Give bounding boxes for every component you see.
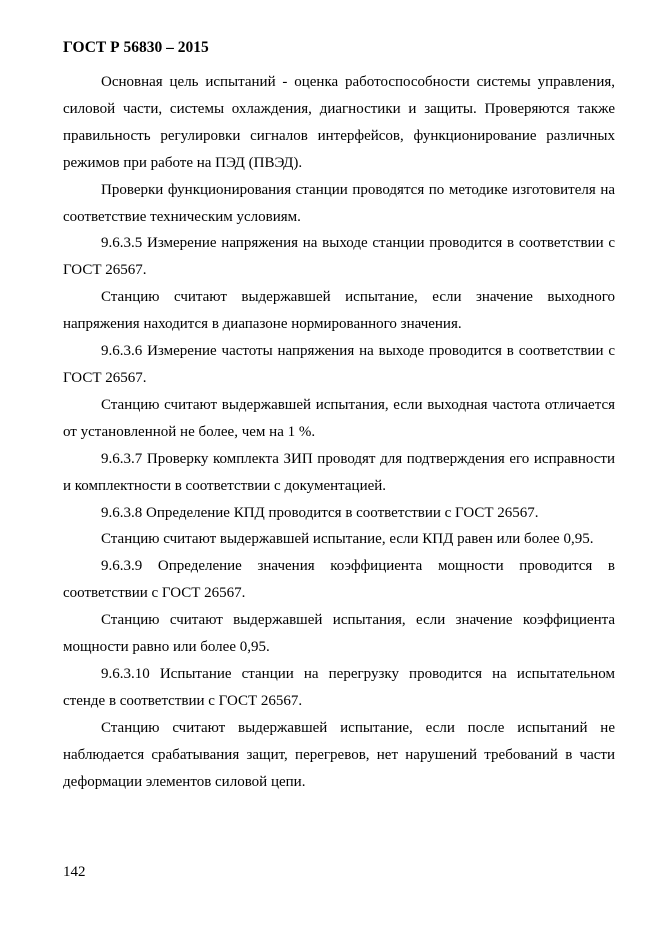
document-header: ГОСТ Р 56830 – 2015 [63, 39, 209, 56]
paragraph: Проверки функционирования станции проводятся по методике изготовителя на соответствие техническим условиям. [63, 181, 615, 225]
paragraph: Станцию считают выдержавшей испытания, если выходная частота отличается от установленной не более, чем на 1 %. [63, 396, 615, 440]
paragraph: 9.6.3.8 Определение КПД проводится в соответствии с ГОСТ 26567. [101, 504, 539, 521]
paragraph: Станцию считают выдержавшей испытания, если значение коэффициента мощности равно или более 0,95. [63, 612, 615, 656]
paragraph: Станцию считают выдержавшей испытание, если КПД равен или более 0,95. [101, 531, 594, 548]
document-body [63, 69, 615, 795]
paragraph: Основная цель испытаний - оценка работоспособности системы управления, силовой части, системы охлаждения, диагностики и защиты. Проверяются также правильность регулировки сигналов интерфейсов, функционирование различных режимов при работе на ПЭД (ПВЭД). [63, 74, 615, 171]
paragraph: 9.6.3.9 Определение значения коэффициента мощности проводится в соответствии с ГОСТ 26567. [63, 558, 615, 602]
paragraph: 9.6.3.5 Измерение напряжения на выходе станции проводится в соответствии с ГОСТ 26567. [63, 235, 615, 279]
paragraph: 9.6.3.6 Измерение частоты напряжения на выходе проводится в соответствии с ГОСТ 26567. [63, 343, 615, 386]
paragraph: Станцию считают выдержавшей испытание, если значение выходного напряжения находится в диапазоне нормированного значения. [63, 289, 615, 333]
paragraph: Станцию считают выдержавшей испытание, если после испытаний не наблюдается срабатывания защит, перегревов, нет нарушений требований в части деформации элементов силовой цепи. [63, 719, 615, 790]
paragraph: 9.6.3.10 Испытание станции на перегрузку проводится на испытательном стенде в соответствии с ГОСТ 26567. [63, 665, 615, 709]
page-number: 142 [63, 864, 86, 880]
paragraph: 9.6.3.7 Проверку комплекта ЗИП проводят для подтверждения его исправности и комплектности в соответствии с документацией. [63, 450, 615, 494]
